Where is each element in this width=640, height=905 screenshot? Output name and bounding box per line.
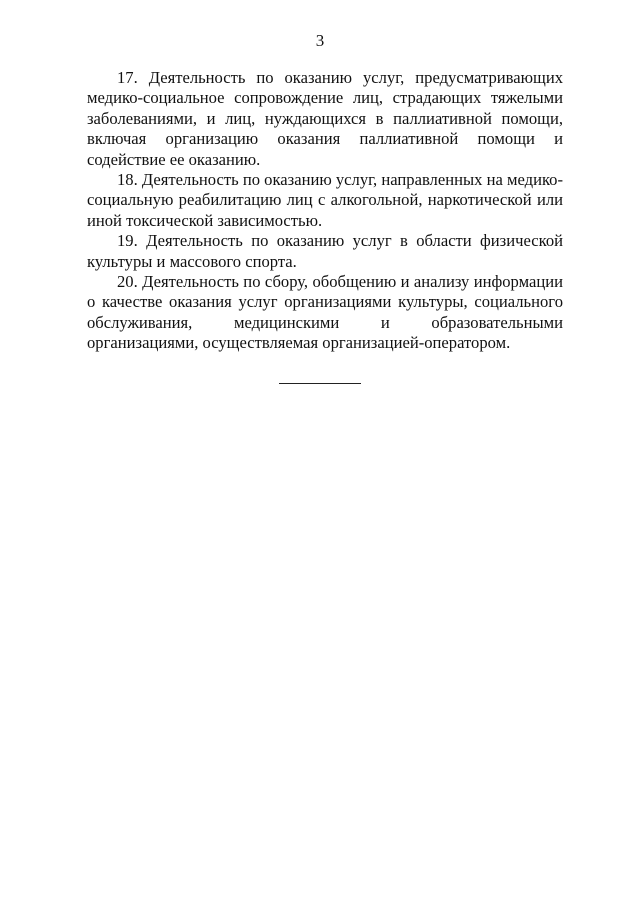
paragraph-item-20: 20. Деятельность по сбору, обобщению и анализу информации о качестве оказания услуг организациями культуры, социального обслуживания, медицинскими и образовательными организациями, осуществляемая организацией-оператором.: [87, 272, 563, 353]
paragraph-item-17: 17. Деятельность по оказанию услуг, предусматривающих медико-социальное сопровождение лиц, страдающих тяжелыми заболеваниями, и лиц, нуждающихся в паллиативной помощи, включая организацию оказания паллиативной помощи и содействие ее оказанию.: [87, 68, 563, 169]
paragraph-item-19: 19. Деятельность по оказанию услуг в области физической культуры и массового спорта.: [87, 231, 563, 271]
paragraph-item-18: 18. Деятельность по оказанию услуг, направленных на медико-социальную реабилитацию лиц с алкогольной, наркотической или иной токсической зависимостью.: [87, 170, 563, 230]
end-separator-line: [279, 383, 361, 384]
page-number: 3: [315, 31, 325, 50]
document-body: [87, 68, 563, 354]
